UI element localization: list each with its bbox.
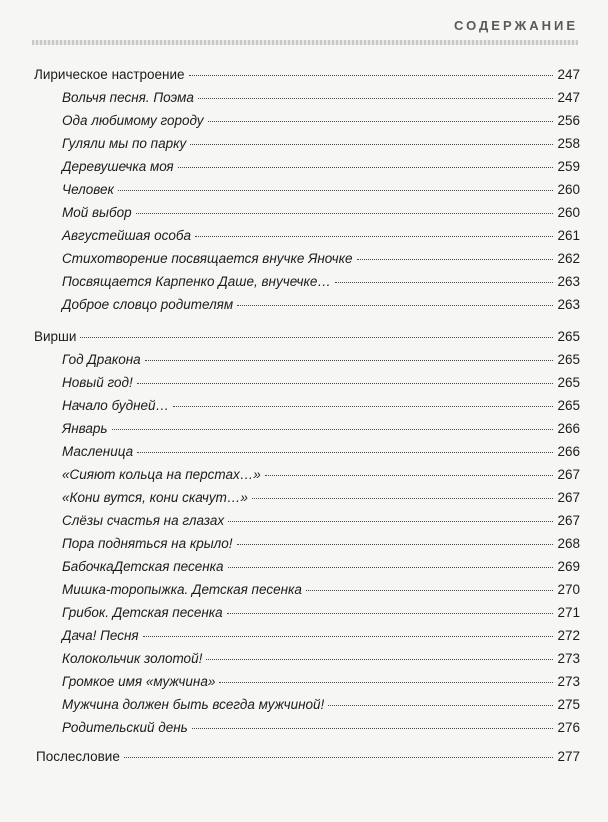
toc-entry-title: Августейшая особа xyxy=(62,228,192,243)
toc-entry[interactable] xyxy=(36,748,580,766)
toc-entry[interactable] xyxy=(62,673,580,691)
toc-entry[interactable] xyxy=(62,296,580,314)
toc-entry[interactable] xyxy=(62,351,580,369)
toc-entry[interactable] xyxy=(62,650,580,668)
toc-entry[interactable] xyxy=(62,489,580,507)
dot-leader xyxy=(124,757,554,758)
dot-leader xyxy=(136,213,554,214)
toc-entry-title: Громкое имя «мужчина» xyxy=(62,674,216,689)
toc-entry-page: 263 xyxy=(557,297,580,312)
toc-entry-page: 261 xyxy=(557,228,580,243)
toc-entry-title: «Кони вутся, кони скачут…» xyxy=(62,490,248,505)
toc-entry[interactable] xyxy=(62,227,580,245)
toc-entry-page: 267 xyxy=(557,490,580,505)
toc-entry[interactable] xyxy=(34,328,580,346)
toc-entry-page: 265 xyxy=(557,398,580,413)
toc-entry[interactable] xyxy=(62,719,580,737)
running-head-title: СОДЕРЖАНИЕ xyxy=(454,18,578,33)
toc-entry-page: 262 xyxy=(557,251,580,266)
dot-leader xyxy=(335,282,554,283)
dot-leader xyxy=(145,360,554,361)
dot-leader xyxy=(306,590,554,591)
toc-entry-page: 265 xyxy=(557,375,580,390)
toc-entry-title: БабочкаДетская песенка xyxy=(62,559,224,574)
dot-leader xyxy=(328,705,553,706)
toc-entry-title: Ода любимому городу xyxy=(62,113,204,128)
dot-leader xyxy=(189,75,554,76)
toc-entry-title: Родительский день xyxy=(62,720,188,735)
toc-entry[interactable] xyxy=(62,558,580,576)
toc-entry-title: Мужчина должен быть всегда мужчиной! xyxy=(62,697,325,712)
toc-entry[interactable] xyxy=(62,158,580,176)
toc-entry[interactable] xyxy=(62,420,580,438)
dot-leader xyxy=(237,544,554,545)
toc-entry[interactable] xyxy=(62,581,580,599)
dot-leader xyxy=(178,167,554,168)
dot-leader xyxy=(206,659,553,660)
toc-entry-title: «Сияют кольца на перстах…» xyxy=(62,467,261,482)
toc-entry-title: Пора подняться на крыло! xyxy=(62,536,233,551)
toc-entry-page: 247 xyxy=(557,67,580,82)
toc-entry[interactable] xyxy=(62,89,580,107)
toc-entry-page: 266 xyxy=(557,444,580,459)
dot-leader xyxy=(227,613,554,614)
toc-entry-title: Лирическое настроение xyxy=(34,67,185,82)
dot-leader xyxy=(228,521,553,522)
dot-leader xyxy=(143,636,554,637)
toc-entry[interactable] xyxy=(62,535,580,553)
dot-leader xyxy=(198,98,554,99)
toc-entry-page: 260 xyxy=(557,182,580,197)
toc-entry-page: 277 xyxy=(557,749,580,764)
toc-entry-title: Слёзы счастья на глазах xyxy=(62,513,225,528)
dot-leader xyxy=(219,682,553,683)
toc-entry-page: 247 xyxy=(557,90,580,105)
toc-entry-title: Грибок. Детская песенка xyxy=(62,605,223,620)
toc-entry-page: 273 xyxy=(557,651,580,666)
toc-entry-page: 265 xyxy=(557,329,580,344)
toc-entry-title: Вольчя песня. Поэма xyxy=(62,90,194,105)
toc-entry-title: Год Дракона xyxy=(62,352,141,367)
toc-entry-page: 266 xyxy=(557,421,580,436)
toc-entry[interactable] xyxy=(62,135,580,153)
dot-leader xyxy=(137,383,554,384)
toc-entry[interactable] xyxy=(62,466,580,484)
toc-entry[interactable] xyxy=(62,627,580,645)
dot-leader xyxy=(190,144,553,145)
toc-entry-title: Мой выбор xyxy=(62,205,132,220)
dot-leader xyxy=(80,337,553,338)
toc-entry-title: Гуляли мы по парку xyxy=(62,136,187,151)
toc-entry-title: Стихотворение посвящается внучке Яночке xyxy=(62,251,353,266)
toc-entry[interactable] xyxy=(62,397,580,415)
toc-entry[interactable] xyxy=(34,66,580,84)
toc-entry[interactable] xyxy=(62,181,580,199)
toc-entry-page: 267 xyxy=(557,513,580,528)
toc-entry[interactable] xyxy=(62,443,580,461)
dot-leader xyxy=(252,498,554,499)
toc-entry[interactable] xyxy=(62,696,580,714)
toc-entry-page: 270 xyxy=(557,582,580,597)
dot-leader xyxy=(237,305,553,306)
toc-entry-page: 271 xyxy=(557,605,580,620)
dot-leader xyxy=(357,259,554,260)
toc-entry-title: Новый год! xyxy=(62,375,133,390)
toc-entry-title: Доброе словцо родителям xyxy=(62,297,234,312)
toc-entry[interactable] xyxy=(62,374,580,392)
toc-entry-page: 258 xyxy=(557,136,580,151)
toc-entry-title: Человек xyxy=(62,182,114,197)
toc-entry-title: Посвящается Карпенко Даше, внучечке… xyxy=(62,274,331,289)
toc-entry-title: Январь xyxy=(62,421,108,436)
toc-entry-title: Дача! Песня xyxy=(62,628,139,643)
dot-leader xyxy=(192,728,554,729)
toc-entry[interactable] xyxy=(62,112,580,130)
toc-entry-page: 268 xyxy=(557,536,580,551)
toc-entry-page: 263 xyxy=(557,274,580,289)
toc-entry-page: 269 xyxy=(557,559,580,574)
toc-entry-title: Начало будней… xyxy=(62,398,170,413)
toc-entry[interactable] xyxy=(62,512,580,530)
toc-entry[interactable] xyxy=(62,273,580,291)
toc-entry[interactable] xyxy=(62,250,580,268)
dot-leader xyxy=(195,236,553,237)
toc-entry[interactable] xyxy=(62,604,580,622)
toc-entry-title: Вирши xyxy=(34,329,77,344)
header-rule xyxy=(32,40,578,45)
toc-entry-page: 259 xyxy=(557,159,580,174)
dot-leader xyxy=(228,567,554,568)
dot-leader xyxy=(265,475,554,476)
toc-entry[interactable] xyxy=(62,204,580,222)
dot-leader xyxy=(118,190,554,191)
toc-entry-page: 276 xyxy=(557,720,580,735)
toc-entry-page: 265 xyxy=(557,352,580,367)
dot-leader xyxy=(173,406,553,407)
toc-entry-page: 267 xyxy=(557,467,580,482)
toc-entry-title: Мишка-торопыжка. Детская песенка xyxy=(62,582,302,597)
dot-leader xyxy=(112,429,554,430)
dot-leader xyxy=(137,452,553,453)
toc-entry-page: 260 xyxy=(557,205,580,220)
toc-entry-title: Колокольчик золотой! xyxy=(62,651,203,666)
toc-entry-title: Масленица xyxy=(62,444,134,459)
toc-entry-title: Послесловие xyxy=(36,749,120,764)
toc-entry-page: 272 xyxy=(557,628,580,643)
dot-leader xyxy=(208,121,554,122)
toc-entry-page: 256 xyxy=(557,113,580,128)
toc-entry-page: 275 xyxy=(557,697,580,712)
toc-entry-title: Деревушечка моя xyxy=(62,159,174,174)
toc-entry-page: 273 xyxy=(557,674,580,689)
